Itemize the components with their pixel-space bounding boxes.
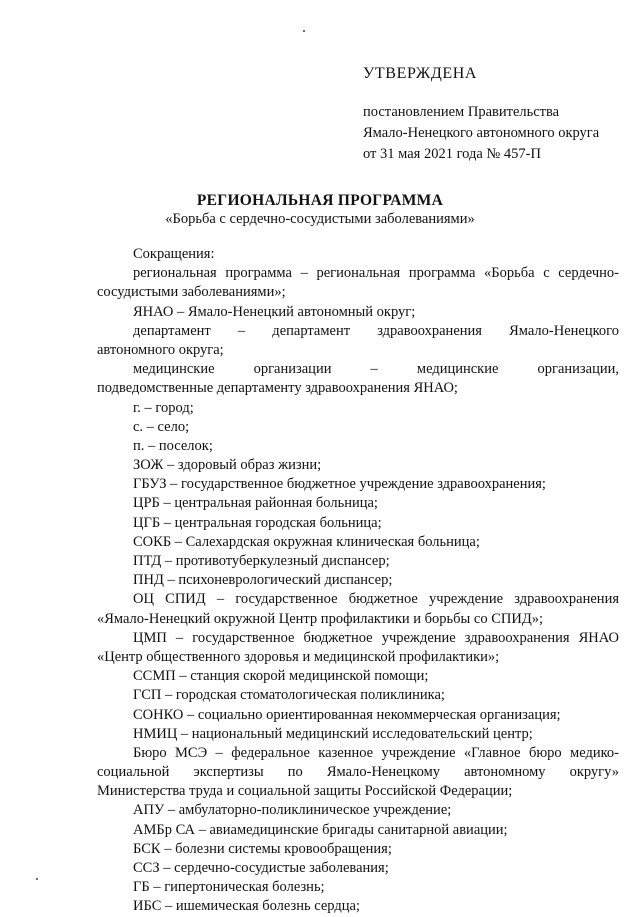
body-line: «Центр общественного здоровья и медицинской профилактики»;: [97, 648, 500, 665]
body-line: ЯНАО – Ямало-Ненецкий автономный округ;: [133, 303, 416, 320]
body-line: АПУ – амбулаторно-поликлиническое учреждение;: [133, 802, 452, 819]
body-line: департамент – департамент здравоохранения Ямало-Ненецкого: [133, 322, 619, 339]
approval-block: [363, 102, 599, 165]
body-line: ОЦ СПИД – государственное бюджетное учреждение здравоохранения: [133, 591, 619, 608]
body-line: ПТД – противотуберкулезный диспансер;: [133, 553, 390, 569]
abbreviations-list: [97, 245, 619, 917]
body-line: ЦМП – государственное бюджетное учреждение здравоохранения ЯНАО: [133, 629, 619, 646]
document-subtitle: «Борьба с сердечно-сосудистыми заболеваниями»: [165, 211, 475, 227]
body-line: Сокращения:: [133, 246, 215, 262]
body-line: Бюро МСЭ – федеральное казенное учреждение «Главное бюро медико-: [133, 744, 619, 761]
body-line: СОНКО – социально ориентированная некоммерческая организация;: [133, 706, 561, 723]
body-line: ГСП – городская стоматологическая поликлиника;: [133, 687, 445, 704]
body-line: социальной экспертизы по Ямало-Ненецкому автономному округу»: [97, 764, 619, 781]
body-line: п. – поселок;: [133, 437, 213, 454]
approval-line: постановлением Правительства: [363, 104, 560, 120]
body-line: СОКБ – Салехардская окружная клиническая больница;: [133, 533, 480, 550]
body-line: «Ямало-Ненецкий окружной Центр профилактики и борьбы со СПИД»;: [97, 610, 543, 627]
body-line: АМБр СА – авиамедицинские бригады санитарной авиации;: [133, 821, 508, 838]
scan-speck: [36, 878, 38, 880]
body-line: Министерства труда и социальной защиты Российской Федерации;: [97, 783, 513, 800]
body-line: ЦГБ – центральная городская больница;: [133, 514, 382, 531]
body-line: с. – село;: [133, 418, 190, 435]
approval-stamp-title: УТВЕРЖДЕНА: [363, 65, 478, 82]
body-line: сосудистыми заболеваниями»;: [97, 284, 286, 301]
body-line: автономного округа;: [97, 341, 224, 358]
body-line: ССЗ – сердечно-сосудистые заболевания;: [133, 860, 389, 876]
approval-line: Ямало-Ненецкого автономного округа: [363, 125, 600, 141]
body-line: БСК – болезни системы кровообращения;: [133, 840, 392, 857]
body-line: г. – город;: [133, 399, 194, 416]
body-line: ПНД – психоневрологический диспансер;: [133, 572, 393, 589]
body-line: ГБ – гипертоническая болезнь;: [133, 879, 325, 896]
body-line: ГБУЗ – государственное бюджетное учреждение здравоохранения;: [133, 476, 546, 493]
body-line: ЦРБ – центральная районная больница;: [133, 495, 378, 512]
body-line: медицинские организации – медицинские организации,: [133, 361, 619, 378]
body-line: ССМП – станция скорой медицинской помощи;: [133, 668, 429, 685]
body-line: региональная программа – региональная программа «Борьба с сердечно-: [133, 265, 619, 282]
scan-speck: [303, 30, 305, 32]
body-line: НМИЦ – национальный медицинский исследовательский центр;: [133, 725, 533, 742]
document-title: РЕГИОНАЛЬНАЯ ПРОГРАММА: [196, 192, 444, 209]
approval-line: от 31 мая 2021 года № 457-П: [363, 146, 541, 162]
body-line: подведомственные департаменту здравоохранения ЯНАО;: [97, 380, 458, 397]
body-line: ИБС – ишемическая болезнь сердца;: [133, 898, 360, 915]
body-line: ЗОЖ – здоровый образ жизни;: [133, 457, 322, 474]
